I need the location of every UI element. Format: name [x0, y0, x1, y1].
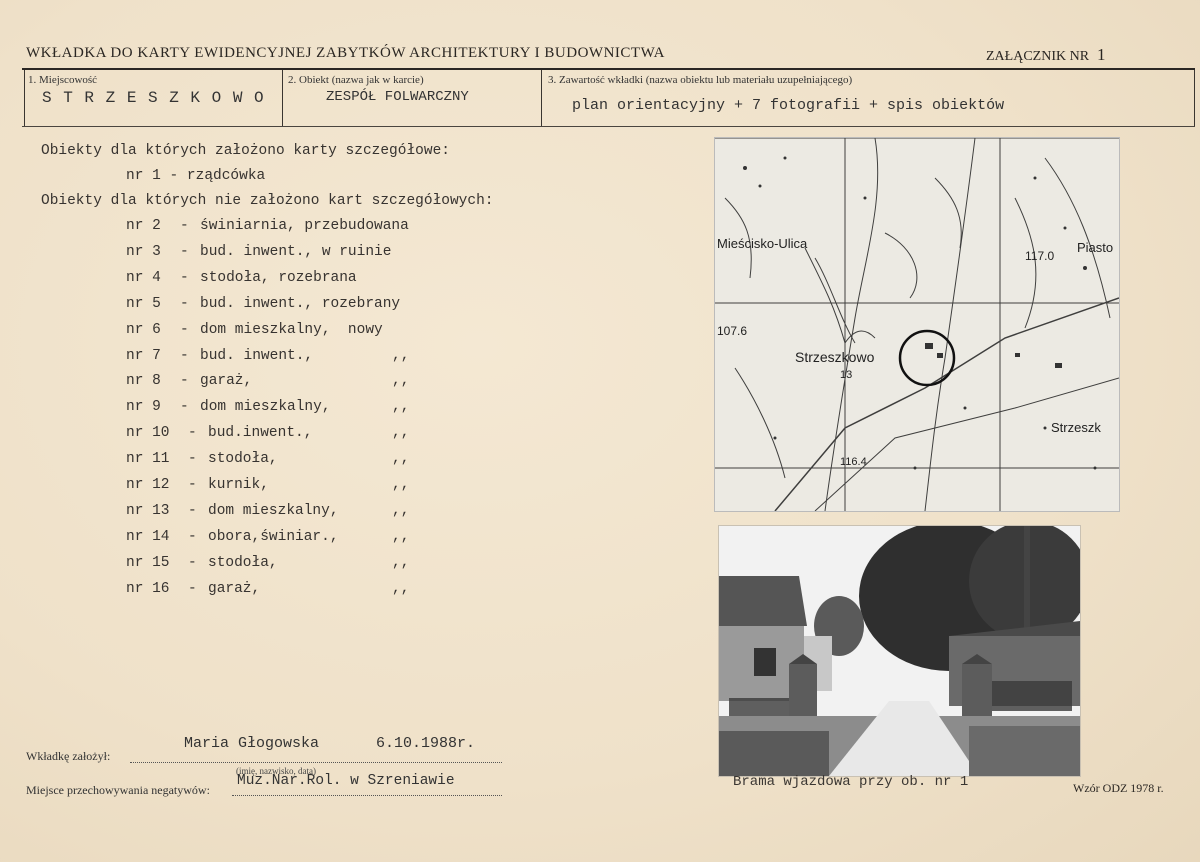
author-value: Maria Głogowska: [184, 735, 320, 752]
attachment-label: ZAŁĄCZNIK NR: [986, 49, 1090, 64]
field-divider: [282, 70, 283, 126]
negatives-label: Miejsce przechowywania negatywów:: [26, 783, 210, 797]
list-item-desc: garaż,: [200, 373, 253, 389]
list-item-number: nr 5: [126, 296, 161, 312]
list-item-desc: bud. inwent., rozebrany: [200, 296, 401, 312]
with-cards-heading: Obiekty dla których założono karty szczegółowe:: [41, 143, 450, 159]
list-item-number: nr 15: [126, 555, 170, 571]
orientation-map: [714, 137, 1120, 512]
map-label: 107.6: [717, 324, 748, 338]
list-item-ditto: ,,: [392, 581, 410, 597]
header-rule-top: [22, 68, 1195, 70]
negatives-value: Muz.Nar.Rol. w Szreniawie: [237, 773, 455, 789]
card-title: WKŁADKA DO KARTY EWIDENCYJNEJ ZABYTKÓW ARCHITEKTURY I BUDOWNICTWA: [26, 45, 665, 61]
list-item-number: nr 16: [126, 581, 170, 597]
object-value: ZESPÓŁ FOLWARCZNY: [326, 89, 469, 105]
list-item-number: nr 4: [126, 270, 161, 286]
list-item-desc: dom mieszkalny,: [200, 399, 331, 415]
map-label: 116.4: [840, 456, 867, 468]
author-label: Wkładkę założył:: [26, 749, 111, 763]
list-item-ditto: ,,: [392, 348, 410, 364]
list-item-ditto: ,,: [392, 373, 410, 389]
list-item-dash: -: [180, 373, 189, 389]
list-item-desc: garaż,: [208, 581, 261, 597]
list-item-ditto: ,,: [392, 529, 410, 545]
date-value: 6.10.1988r.: [376, 735, 476, 752]
list-item-number: nr 12: [126, 477, 170, 493]
list-item-ditto: ,,: [392, 477, 410, 493]
list-item-dash: -: [188, 581, 197, 597]
attachment-number-value: 1: [1097, 45, 1106, 64]
map-image: [715, 138, 1119, 511]
list-item-desc: kurnik,: [208, 477, 269, 493]
list-item-desc: bud. inwent., w ruinie: [200, 244, 392, 260]
list-item-number: nr 7: [126, 348, 161, 364]
field-divider: [541, 70, 542, 126]
list-item-desc: dom mieszkalny,: [208, 503, 339, 519]
content-label: 3. Zawartość wkładki (nazwa obiektu lub materiału uzupełniającego): [548, 74, 853, 86]
list-item-number: nr 2: [126, 218, 161, 234]
list-item-ditto: ,,: [392, 503, 410, 519]
list-item-dash: -: [188, 555, 197, 571]
map-label: Piasto: [1077, 240, 1114, 255]
object-label: 2. Obiekt (nazwa jak w karcie): [288, 74, 424, 86]
list-item-number: nr 9: [126, 399, 161, 415]
list-item-dash: -: [188, 529, 197, 545]
list-item-desc: stodoła,: [208, 451, 278, 467]
map-label: 117.0: [1025, 249, 1055, 263]
list-item-ditto: ,,: [392, 451, 410, 467]
list-item-desc: świniarnia, przebudowana: [200, 218, 409, 234]
list-item-number: nr 6: [126, 322, 161, 338]
list-item-dash: -: [188, 451, 197, 467]
list-item-dash: -: [180, 218, 189, 234]
negatives-dotted-line: [232, 795, 502, 796]
list-item-number: nr 3: [126, 244, 161, 260]
list-item-dash: -: [188, 477, 197, 493]
list-item-number: nr 13: [126, 503, 170, 519]
author-dotted-line: [130, 762, 502, 763]
list-item-dash: -: [180, 244, 189, 260]
place-value: S T R Z E S Z K O W O: [42, 89, 265, 107]
list-item-number: nr 10: [126, 425, 170, 441]
map-label: Strzeszkowo: [795, 349, 875, 365]
list-item-number: nr 11: [126, 451, 170, 467]
list-item-desc: obora,świniar.,: [208, 529, 339, 545]
list-item-dash: -: [188, 425, 197, 441]
field-divider: [1194, 70, 1195, 126]
content-value: plan orientacyjny + 7 fotografii + spis obiektów: [572, 97, 1005, 114]
list-item-desc: dom mieszkalny, nowy: [200, 322, 383, 338]
list-item-ditto: ,,: [392, 425, 410, 441]
list-item-ditto: ,,: [392, 555, 410, 571]
photo-image: [719, 526, 1080, 776]
map-label: 13: [840, 369, 853, 381]
map-label: Mieścisko-Ulica: [717, 236, 808, 251]
gate-photo: [718, 525, 1081, 777]
list-item-desc: stodoła,: [208, 555, 278, 571]
form-version: Wzór ODZ 1978 r.: [1073, 781, 1164, 795]
list-item-desc: bud. inwent.,: [200, 348, 314, 364]
field-divider: [24, 70, 25, 126]
list-item-dash: -: [180, 322, 189, 338]
header-rule-bottom: [22, 126, 1195, 127]
author-hint: (imię, nazwisko, data): [236, 766, 316, 776]
place-label: 1. Miejscowość: [28, 74, 98, 86]
without-cards-heading: Obiekty dla których nie założono kart szczegółowych:: [41, 193, 494, 209]
list-item-number: nr 14: [126, 529, 170, 545]
map-label: Strzeszk: [1051, 420, 1101, 435]
list-item-dash: -: [180, 399, 189, 415]
list-item-dash: -: [188, 503, 197, 519]
list-item-number: nr 8: [126, 373, 161, 389]
list-item-dash: -: [180, 348, 189, 364]
photo-caption: Brama wjazdowa przy ob. nr 1: [733, 774, 969, 790]
attachment-number: [986, 45, 1106, 65]
list-item-ditto: ,,: [392, 399, 410, 415]
list-item-dash: -: [180, 296, 189, 312]
list-item-desc: stodoła, rozebrana: [200, 270, 357, 286]
list-item: nr 1 - rządcówka: [126, 168, 266, 184]
list-item-dash: -: [180, 270, 189, 286]
list-item-desc: bud.inwent.,: [208, 425, 313, 441]
